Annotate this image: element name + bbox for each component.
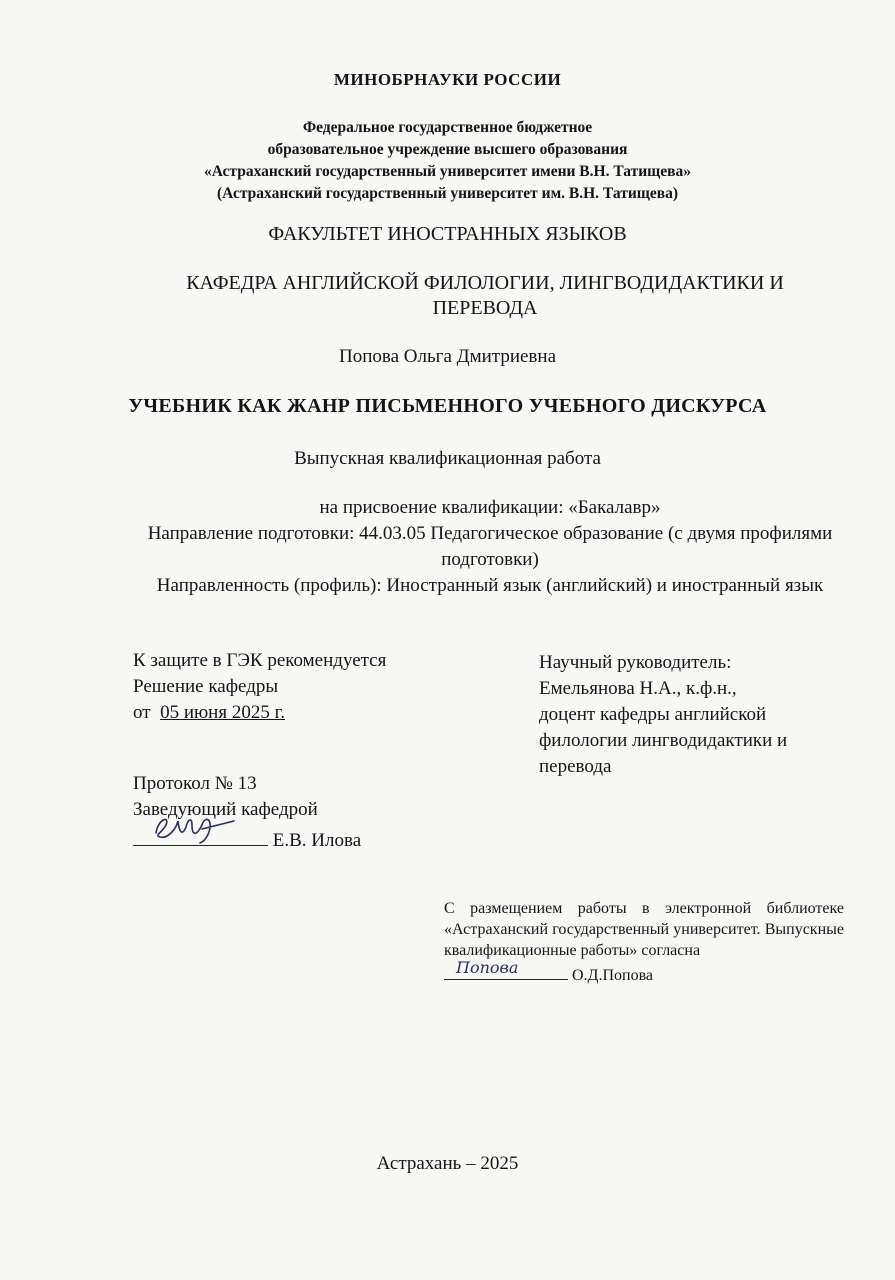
consent-signer: О.Д.Попова [572,967,654,984]
library-consent [444,898,844,986]
profile-line: Направленность (профиль): Иностранный язык (английский) и иностранный язык [156,575,824,596]
faculty-name: ФАКУЛЬТЕТ ИНОСТРАННЫХ ЯЗЫКОВ [268,223,627,245]
university-name [0,117,895,205]
protocol-block [133,771,463,854]
head-signature-row [133,823,463,854]
department-name: КАФЕДРА АНГЛИЙСКОЙ ФИЛОЛОГИИ, ЛИНГВОДИДАКТИКИ И ПЕРЕВОДА [186,272,784,319]
consent-signature-row [444,958,844,986]
university-line: «Астраханский государственный университет имени В.Н. Татищева» [203,163,692,180]
defense-line: К защите в ГЭК рекомендуется [133,650,387,671]
svg-text:Попова: Попова [456,958,519,977]
decision-line: Решение кафедры [133,676,279,697]
university-line: образовательное учреждение высшего образования [267,141,628,158]
city-year: Астрахань – 2025 [376,1153,519,1174]
handwritten-signature-icon [148,811,258,845]
head-name: Е.В. Илова [272,830,362,851]
supervisor-name: Емельянова Н.А., к.ф.н., [539,678,737,699]
direction-line: Направление подготовки: 44.03.05 Педагогическое образование (с двумя профилями подготовки) [147,523,833,570]
qualification-line: на присвоение квалификации: «Бакалавр» [319,497,661,518]
consent-text: С размещением работы в электронной библиотеке «Астраханский государственный университет. Выпускные квалификационные работы» согласна [444,900,844,959]
student-signature [444,958,568,980]
university-line: Федеральное государственное бюджетное [302,119,593,136]
protocol-number: Протокол № 13 [133,773,257,794]
supervisor-block [539,650,839,780]
university-line: (Астраханский государственный университет им. В.Н. Татищева) [217,185,678,202]
decision-date [133,700,463,726]
supervisor-label: Научный руководитель: [539,652,732,673]
handwritten-signature-icon [452,957,542,979]
work-type: Выпускная квалификационная работа [294,448,601,469]
qualification-block [140,495,840,599]
thesis-title: УЧЕБНИК КАК ЖАНР ПИСЬМЕННОГО УЧЕБНОГО ДИСКУРСА [128,395,767,417]
author-name: Попова Ольга Дмитриевна [339,346,556,367]
ministry-heading: МИНОБРНАУКИ РОССИИ [333,70,562,89]
defense-recommendation [133,648,463,726]
date-prefix: от [133,702,151,723]
head-label: Заведующий кафедрой [133,799,318,820]
head-signature [133,823,268,846]
date-value: 05 июня 2025 г. [160,702,285,723]
supervisor-position: доцент кафедры английской филологии лингводидактики и перевода [539,704,788,777]
